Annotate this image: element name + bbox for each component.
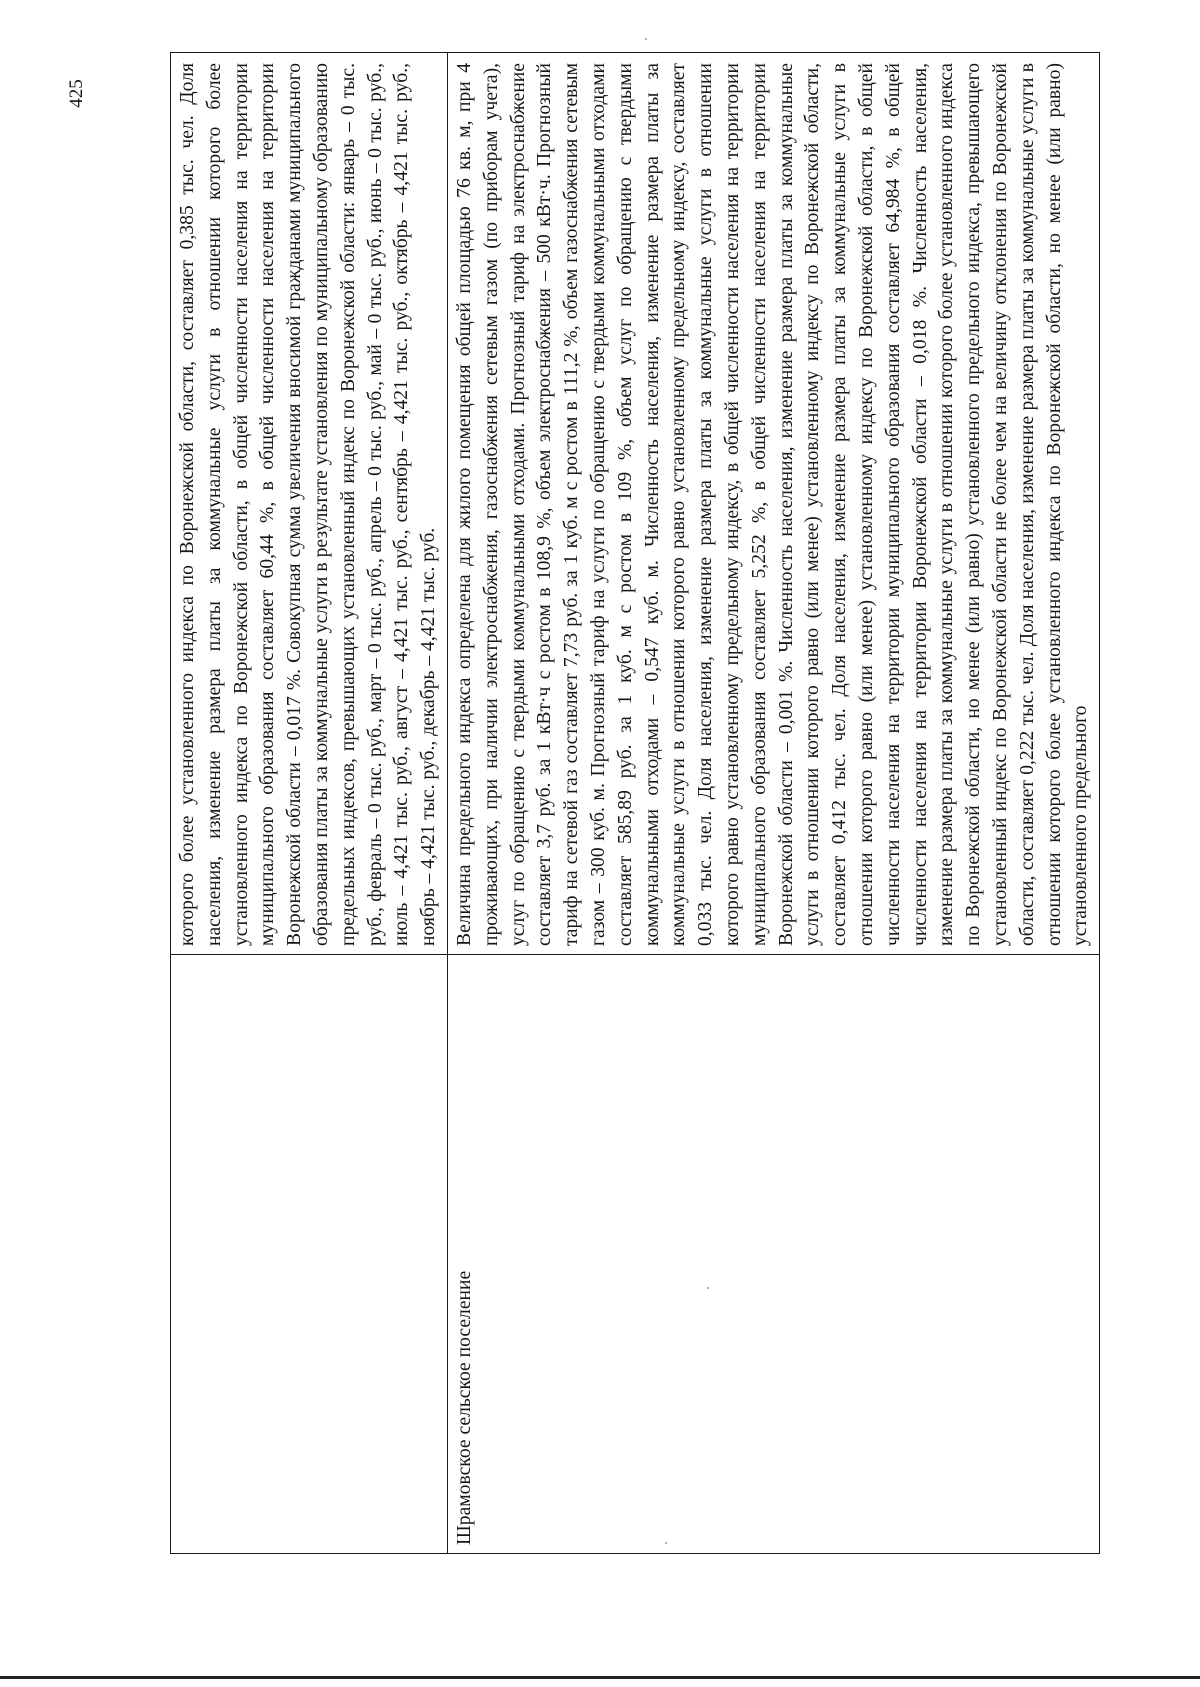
scan-speck (645, 38, 647, 40)
page-number (62, 4, 91, 108)
settlement-name-cell (171, 955, 448, 1554)
page-number-text: 425 (65, 79, 87, 108)
indices-table (170, 52, 1100, 1554)
table-row (171, 53, 448, 1554)
settlement-name-cell: Шрамовское сельское поселение (447, 955, 1099, 1554)
table-row (447, 53, 1099, 1554)
scan-speck (707, 1287, 709, 1289)
scan-edge-line (0, 1676, 1200, 1679)
index-description-cell: Величина предельного индекса определена для жилого помещения общей площадью 76 кв. м, при 4 проживающих, при наличии электроснабжения, газоснабжения сетевым газом (по приборам учета), услуг по обращению с твердыми коммунальными отходами. Прогнозный тариф на электроснабжение составляет 3,7 руб. за 1 кВт·ч с ростом в 108,9 %, объем электроснабжения – 500 кВт·ч. Прогнозный тариф на сетевой газ составляет 7,73 руб. за 1 куб. м с ростом в 111,2 %, объем газоснабжения сетевым газом – 300 куб. м. Прогнозный тариф на услуги по обращению с твердыми коммунальными отходами составляет 585,89 руб. за 1 куб. м с ростом в 109 %, объем услуг по обращению с твердыми коммунальными отходами – 0,547 куб. м. Численность населения, изменение размера платы за коммунальные услуги в отношении которого равно установленному предельному индексу, составляет 0,033 тыс. чел. Доля населения, изменение размера платы за коммунальные услуги в отношении которого равно установленному предельному индексу, в общей численности населения на территории муниципального образования составляет 5,252 %, в общей численности населения на территории Воронежской области – 0,001 %. Численность населения, изменение размера платы за коммунальные услуги в отношении которого равно (или менее) установленному индексу по Воронежской области, составляет 0,412 тыс. чел. Доля населения, изменение размера платы за коммунальные услуги в отношении которого равно (или менее) установленному индексу по Воронежской области, в общей численности населения на территории муниципального образования составляет 64,984 %, в общей численности населения на территории Воронежской области – 0,018 %. Численность населения, изменение размера платы за коммунальные услуги в отношении которого более установленного индекса по Воронежской области, но менее (или равно) установленного предельного индекса, превышающего установленный индекс по Воронежской области не более чем на величину отклонения по Воронежской области, составляет 0,222 тыс. чел. Доля населения, изменение размера платы за коммунальные услуги в отношении которого более установленного индекса по Воронежской области, но менее (или равно) установленного предельного (447, 53, 1099, 955)
index-description-cell: которого более установленного индекса по Воронежской области, составляет 0,385 тыс. чел. Доля населения, изменение размера платы за коммунальные услуги в отношении которого более установленного индекса по Воронежской области, в общей численности населения на территории муниципального образования составляет 60,44 %, в общей численности населения на территории Воронежской области – 0,017 %. Совокупная сумма увеличения вносимой гражданами муниципального образования платы за коммунальные услуги в результате установления по муниципальному образованию предельных индексов, превышающих установленный индекс по Воронежской области: январь – 0 тыс. руб., февраль – 0 тыс. руб., март – 0 тыс. руб., апрель – 0 тыс. руб., май – 0 тыс. руб., июнь – 0 тыс. руб., июль – 4,421 тыс. руб., август – 4,421 тыс. руб., сентябрь – 4,421 тыс. руб., октябрь – 4,421 тыс. руб., ноябрь – 4,421 тыс. руб., декабрь – 4,421 тыс. руб. (171, 53, 448, 955)
scan-speck (665, 1542, 667, 1544)
